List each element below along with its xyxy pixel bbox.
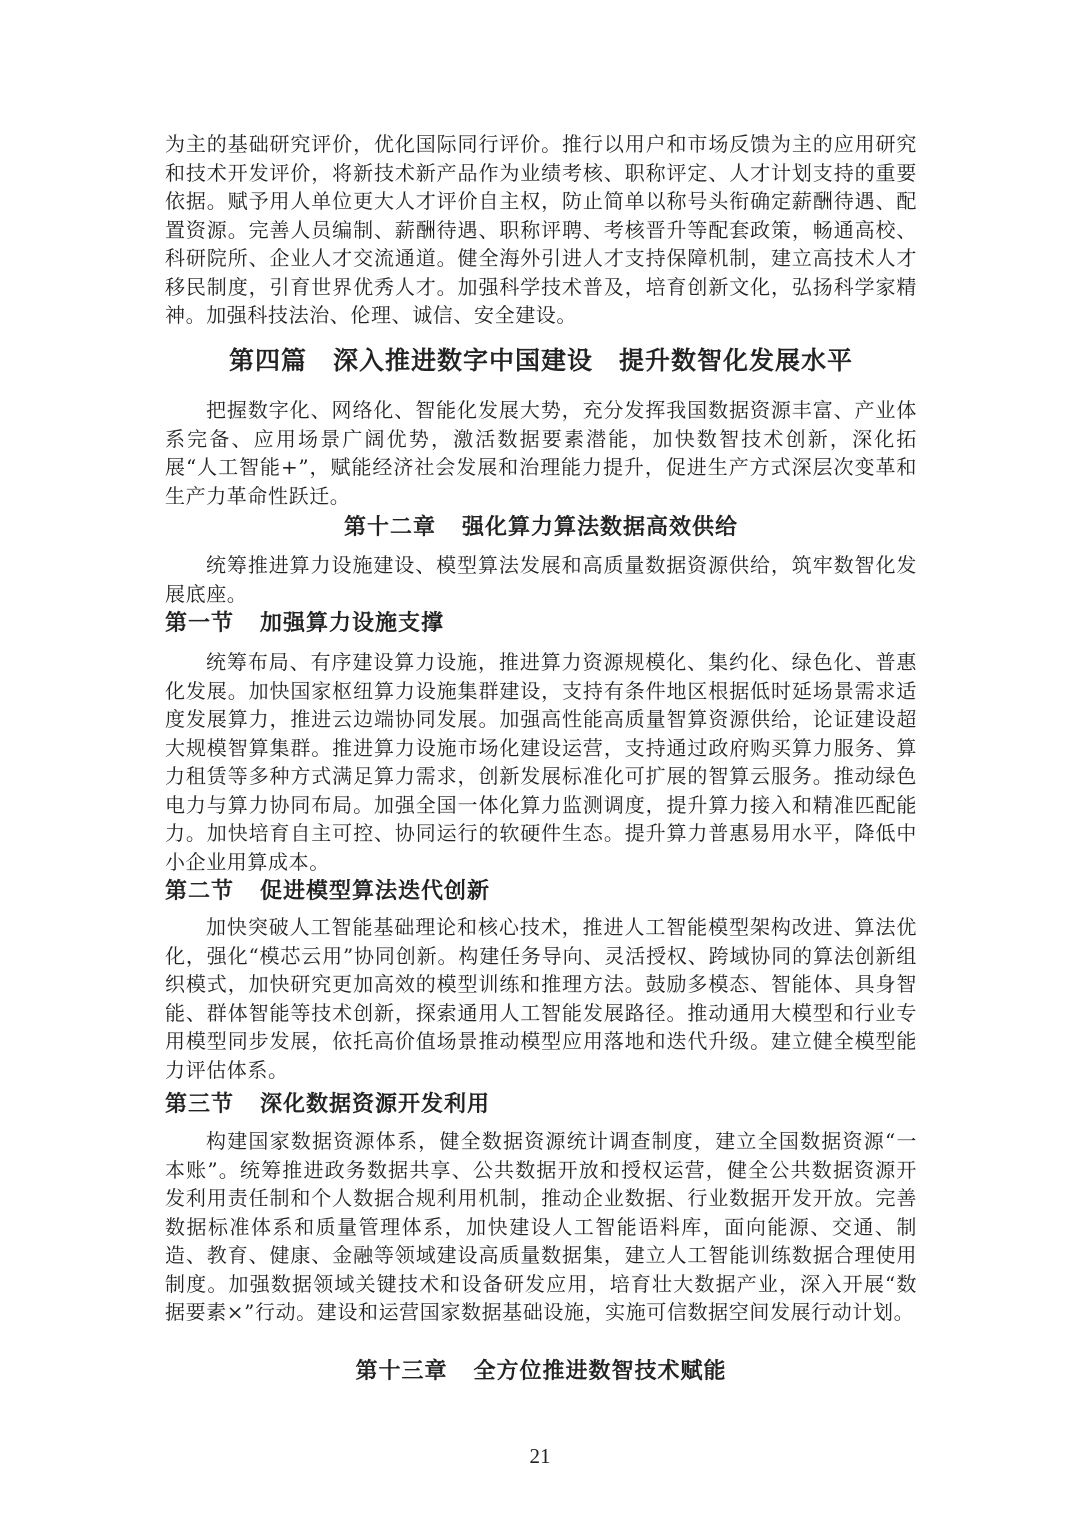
section-2-paragraph: 加快突破人工智能基础理论和核心技术，推进人工智能模型架构改进、算法优化，强化“模芯云用”协同创新。构建任务导向、灵活授权、跨域协同的算法创新组织模式，加快研究更加高效的模型训练和推理方法。鼓励多模态、智能体、具身智能、群体智能等技术创新，探索通用人工智能发展路径。推动通用大模型和行业专用模型同步发展，依托高价值场景推动模型应用落地和迭代升级。建立健全模型能力评估体系。 xyxy=(165,915,917,1082)
section-1-paragraph: 统筹布局、有序建设算力设施，推进算力资源规模化、集约化、绿色化、普惠化发展。加快国家枢纽算力设施集群建设，支持有条件地区根据低时延场景需求适度发展算力，推进云边端协同发展。加强高性能高质量智算资源供给，论证建设超大规模智算集群。推进算力设施市场化建设运营，支持通过政府购买算力服务、算力租赁等多种方式满足算力需求，创新发展标准化可扩展的智算云服务。推动绿色电力与算力协同布局。加强全国一体化算力监测调度，提升算力接入和精准匹配能力。加快培育自主可控、协同运行的软硬件生态。提升算力普惠易用水平，降低中小企业用算成本。 xyxy=(165,650,917,874)
chapter-13-title: 全方位推进数智技术赋能 xyxy=(473,1358,727,1384)
section-3-paragraph: 构建国家数据资源体系，健全数据资源统计调查制度，建立全国数据资源“一本账”。统筹推进政务数据共享、公共数据开放和授权运营，健全公共数据资源开发利用责任制和个人数据合规利用机制，推动企业数据、行业数据开发开放。完善数据标准体系和质量管理体系，加快建设人工智能语料库，面向能源、交通、制造、教育、健康、金融等领域建设高质量数据集，建立人工智能训练数据合理使用制度。加强数据领域关键技术和设备研发应用，培育壮大数据产业，深入开展“数据要素×”行动。建设和运营国家数据基础设施，实施可信数据空间发展行动计划。 xyxy=(165,1129,917,1324)
chapter-12-heading xyxy=(165,512,917,542)
chapter-13-heading xyxy=(165,1356,917,1386)
section-2-title: 促进模型算法迭代创新 xyxy=(260,879,491,904)
section-1-number: 第一节 xyxy=(165,611,235,636)
section-1-heading xyxy=(165,609,917,639)
part-number: 第四篇 xyxy=(228,346,307,375)
section-2-heading xyxy=(165,877,917,907)
chapter-12-title: 强化算力算法数据高效供给 xyxy=(462,514,739,540)
chapter-12-number: 第十二章 xyxy=(343,514,436,540)
section-3-number: 第三节 xyxy=(165,1092,235,1117)
section-2-number: 第二节 xyxy=(165,879,235,904)
section-3-title: 深化数据资源开发利用 xyxy=(260,1092,491,1117)
intro-paragraph: 为主的基础研究评价，优化国际同行评价。推行以用户和市场反馈为主的应用研究和技术开发评价，将新技术新产品作为业绩考核、职称评定、人才计划支持的重要依据。赋予用人单位更大人才评价自主权，防止简单以称号头衔确定薪酬待遇、配置资源。完善人员编制、薪酬待遇、职称评聘、考核晋升等配套政策，畅通高校、科研院所、企业人才交流通道。健全海外引进人才支持保障机制，建立高技术人才移民制度，引育世界优秀人才。加强科学技术普及，培育创新文化，弘扬科学家精神。加强科技法治、伦理、诚信、安全建设。 xyxy=(165,132,917,327)
part-title xyxy=(165,344,917,378)
chapter-12-paragraph: 统筹推进算力设施建设、模型算法发展和高质量数据资源供给，筑牢数智化发展底座。 xyxy=(165,553,917,606)
section-3-heading xyxy=(165,1090,917,1120)
section-1-title: 加强算力设施支撑 xyxy=(260,611,445,636)
part-intro-paragraph: 把握数字化、网络化、智能化发展大势，充分发挥我国数据资源丰富、产业体系完备、应用场景广阔优势，激活数据要素潜能，加快数智技术创新，深化拓展“人工智能+”，赋能经济社会发展和治理能力提升，促进生产方式深层次变革和生产力革命性跃迁。 xyxy=(165,398,917,508)
chapter-13-number: 第十三章 xyxy=(355,1358,448,1384)
page-number: 21 xyxy=(529,1444,551,1468)
part-title-text: 深入推进数字中国建设 提升数智化发展水平 xyxy=(333,346,854,375)
